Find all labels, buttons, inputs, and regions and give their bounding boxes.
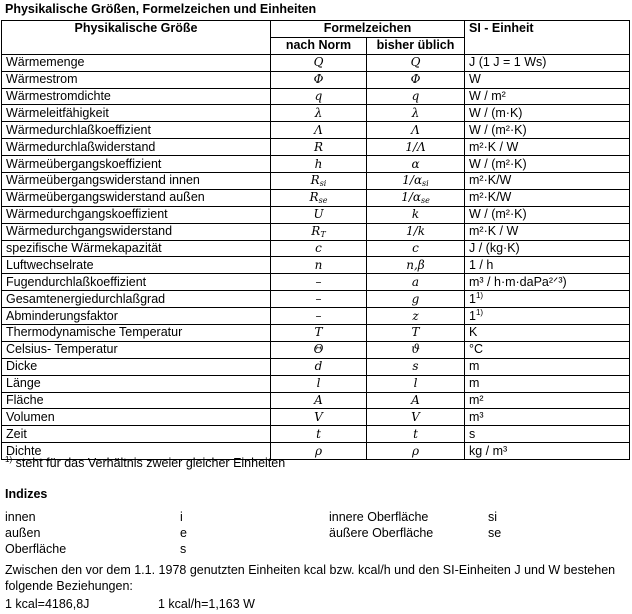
symbol-old-text: V — [411, 409, 420, 424]
symbol-norm — [271, 257, 367, 274]
quantity-name — [2, 274, 271, 291]
si-unit-text: W / (m·K) — [469, 105, 523, 120]
table-row — [2, 240, 630, 257]
table-row — [2, 88, 630, 105]
symbol-old-text: T — [411, 325, 420, 340]
symbol-norm — [271, 409, 367, 426]
symbol-norm-subscript: se — [318, 196, 328, 206]
si-unit-superscript: 1) — [475, 307, 484, 317]
si-unit — [465, 122, 630, 139]
index-row — [0, 526, 632, 542]
index-surface-symbol: si — [488, 510, 498, 524]
quantity-name — [2, 325, 271, 342]
footnote-mark: 1) — [5, 455, 13, 464]
page-title: Physikalische Größen, Formelzeichen und Einheiten — [5, 2, 317, 16]
symbol-norm-text: U — [313, 207, 324, 222]
table-row — [2, 54, 630, 71]
symbol-norm-text: q — [314, 89, 323, 103]
quantity-name-text: Wärmeübergangskoeffizient — [6, 156, 162, 171]
quantity-name — [2, 139, 271, 156]
si-unit-text: kg / m³ — [469, 443, 508, 458]
quantity-name-text: Gesamtenergiedurchlaßgrad — [6, 291, 166, 306]
symbol-norm-text: – — [315, 291, 322, 306]
symbol-old — [367, 325, 465, 342]
symbol-old-text: k — [411, 207, 420, 222]
quantity-name — [2, 88, 271, 105]
symbol-old-text: 1/k — [406, 224, 425, 239]
si-unit-text: 1 — [469, 308, 476, 323]
quantity-name — [2, 341, 271, 358]
symbol-old — [367, 206, 465, 223]
table-row — [2, 308, 630, 325]
symbol-old — [367, 173, 465, 190]
symbol-old-text: q — [411, 89, 420, 103]
symbol-old-text: a — [411, 274, 420, 289]
si-unit — [465, 223, 630, 240]
si-unit-text: 1 / h — [469, 257, 494, 272]
si-unit-superscript: 1) — [475, 290, 484, 300]
header-norm: nach Norm — [271, 37, 367, 54]
symbol-norm — [271, 206, 367, 223]
si-unit-text: m²·K / W — [469, 224, 519, 239]
quantity-name — [2, 426, 271, 443]
symbol-old — [367, 139, 465, 156]
index-surface-label: innere Oberfläche — [329, 510, 429, 524]
quantity-name — [2, 156, 271, 173]
symbol-norm-subscript: T — [320, 230, 326, 240]
table-row — [2, 325, 630, 342]
quantity-name — [2, 189, 271, 206]
quantity-name-text: Abminderungsfaktor — [6, 308, 118, 323]
symbol-norm — [271, 173, 367, 190]
symbol-norm — [271, 88, 367, 105]
si-unit — [465, 341, 630, 358]
symbol-norm — [271, 341, 367, 358]
symbol-old — [367, 308, 465, 325]
quantity-name-text: Luftwechselrate — [6, 257, 94, 272]
quantity-name — [2, 105, 271, 122]
table-row — [2, 392, 630, 409]
table-row — [2, 139, 630, 156]
symbol-old — [367, 409, 465, 426]
quantity-name-text: Wärmedurchlaßwiderstand — [6, 139, 156, 154]
table-row — [2, 122, 630, 139]
si-unit — [465, 71, 630, 88]
table-row — [2, 341, 630, 358]
symbol-norm — [271, 240, 367, 257]
symbol-old-text: 1/α — [401, 190, 421, 205]
symbol-norm — [271, 54, 367, 71]
quantity-name-text: Wärmeleitfähigkeit — [6, 105, 109, 120]
symbol-norm — [271, 189, 367, 206]
symbol-old-text: λ — [411, 105, 420, 120]
symbol-old-text: Φ — [410, 72, 421, 87]
symbol-norm — [271, 139, 367, 156]
quantity-name — [2, 206, 271, 223]
si-unit — [465, 105, 630, 122]
conversion-kcal-per-hour: 1 kcal/h=1,163 W — [158, 597, 255, 611]
table-row — [2, 206, 630, 223]
si-unit — [465, 392, 630, 409]
symbol-norm — [271, 71, 367, 88]
si-unit — [465, 308, 630, 325]
symbol-old-text: Q — [410, 55, 421, 70]
index-label: innen — [5, 510, 36, 524]
footnote — [5, 456, 285, 470]
table-row — [2, 409, 630, 426]
si-unit — [465, 274, 630, 291]
symbol-norm-text: n — [314, 257, 323, 272]
symbol-old-text: ρ — [411, 443, 420, 458]
quantity-name-text: Fläche — [6, 393, 44, 408]
symbol-old-text: Λ — [411, 122, 420, 137]
table-row — [2, 291, 630, 308]
symbol-old — [367, 443, 465, 460]
quantity-name-text: Dichte — [6, 443, 42, 458]
symbol-old-subscript: se — [420, 196, 430, 206]
si-unit — [465, 88, 630, 105]
si-unit — [465, 426, 630, 443]
table-row — [2, 223, 630, 240]
symbol-old — [367, 274, 465, 291]
symbol-old — [367, 291, 465, 308]
quantity-name-text: spezifische Wärmekapazität — [6, 241, 162, 256]
si-unit-text: J / (kg·K) — [469, 241, 520, 256]
symbol-norm — [271, 308, 367, 325]
symbol-old-text: ϑ — [411, 342, 420, 357]
si-unit-text: W / (m²·K) — [469, 122, 527, 137]
symbol-norm-text: t — [316, 426, 321, 441]
symbol-norm-text: A — [314, 393, 323, 408]
quantity-name — [2, 291, 271, 308]
si-unit — [465, 325, 630, 342]
si-unit-text: W / m² — [469, 89, 506, 103]
index-row — [0, 510, 632, 526]
si-unit-text: m²·K / W — [469, 139, 519, 154]
quantity-name — [2, 71, 271, 88]
header-symbol: Formelzeichen — [271, 21, 465, 38]
index-label: außen — [5, 526, 41, 540]
si-unit — [465, 358, 630, 375]
symbol-norm-text: R — [310, 173, 320, 188]
symbol-norm — [271, 105, 367, 122]
si-unit — [465, 156, 630, 173]
quantity-name-text: Volumen — [6, 409, 55, 424]
quantity-name — [2, 173, 271, 190]
index-symbol: i — [180, 510, 183, 524]
quantity-name — [2, 122, 271, 139]
symbol-old — [367, 156, 465, 173]
symbol-norm-text: λ — [314, 105, 323, 120]
index-surface-label: äußere Oberfläche — [329, 526, 434, 540]
si-unit-text: m³ — [469, 409, 484, 424]
table-row — [2, 156, 630, 173]
si-unit — [465, 173, 630, 190]
si-unit — [465, 240, 630, 257]
si-unit-text: W / (m²·K) — [469, 207, 527, 222]
quantity-name-text: Länge — [6, 376, 41, 391]
si-unit-text: °C — [469, 342, 484, 357]
si-unit-text: J (1 J = 1 Ws) — [469, 55, 547, 70]
si-unit — [465, 443, 630, 460]
symbol-norm-text: d — [314, 359, 323, 374]
symbol-old-text: g — [411, 291, 420, 306]
quantity-name-text: Wärmestromdichte — [6, 89, 111, 103]
symbol-old — [367, 223, 465, 240]
si-unit — [465, 257, 630, 274]
symbol-norm-text: c — [315, 241, 322, 256]
quantity-name — [2, 54, 271, 71]
symbol-norm — [271, 122, 367, 139]
si-unit-text: W — [469, 72, 481, 87]
table-row — [2, 274, 630, 291]
quantity-name-text: Wärmedurchlaßkoeffizient — [6, 122, 151, 137]
si-unit-text: m² — [469, 393, 484, 408]
symbol-old-text: 1/α — [402, 173, 423, 188]
si-unit — [465, 291, 630, 308]
symbol-norm-text: – — [315, 274, 322, 289]
si-unit — [465, 54, 630, 71]
symbol-norm — [271, 223, 367, 240]
symbol-norm-text: Φ — [313, 72, 324, 87]
quantity-name-text: Wärmedurchgangswiderstand — [6, 224, 173, 239]
quantity-name — [2, 409, 271, 426]
symbol-norm-text: ρ — [314, 443, 323, 458]
si-unit-text: m — [469, 376, 480, 391]
quantity-name — [2, 240, 271, 257]
symbol-old — [367, 189, 465, 206]
symbol-old-text: A — [411, 393, 420, 408]
table-row — [2, 71, 630, 88]
symbol-norm — [271, 274, 367, 291]
conversion-kcal: 1 kcal=4186,8J — [5, 597, 90, 611]
quantities-table — [1, 20, 630, 460]
symbol-old-text: z — [412, 308, 419, 323]
si-unit — [465, 189, 630, 206]
symbol-norm-subscript: si — [319, 179, 327, 189]
table-row — [2, 105, 630, 122]
symbol-old — [367, 71, 465, 88]
symbol-norm-text: T — [314, 325, 323, 340]
index-row — [0, 542, 632, 558]
table-row — [2, 358, 630, 375]
quantity-name — [2, 375, 271, 392]
symbol-old-text: s — [412, 359, 419, 374]
symbol-old-text: n,β — [406, 257, 425, 272]
table-row — [2, 257, 630, 274]
table-row — [2, 426, 630, 443]
conversion-note: Zwischen den vor dem 1.1. 1978 genutzten Einheiten kcal bzw. kcal/h und den SI-Einheiten J und W bestehen folgende Beziehungen: — [5, 563, 616, 593]
symbol-old — [367, 341, 465, 358]
symbol-norm-text: – — [315, 308, 322, 323]
symbol-old — [367, 392, 465, 409]
symbol-old — [367, 426, 465, 443]
symbol-norm — [271, 426, 367, 443]
si-unit-text: 1 — [469, 291, 476, 306]
quantity-name-text: Dicke — [6, 359, 38, 374]
si-unit — [465, 206, 630, 223]
si-unit-text: s — [469, 426, 476, 441]
quantity-name — [2, 308, 271, 325]
symbol-old — [367, 122, 465, 139]
quantity-name — [2, 257, 271, 274]
symbol-norm-text: R — [313, 139, 324, 154]
symbol-old — [367, 375, 465, 392]
symbol-old-subscript: si — [422, 179, 429, 189]
symbol-norm-text: Θ — [313, 342, 324, 357]
symbol-old-text: t — [413, 426, 418, 441]
symbol-norm-text: R — [311, 224, 321, 239]
quantity-name-text: Celsius- Temperatur — [6, 342, 118, 357]
quantity-name — [2, 223, 271, 240]
si-unit — [465, 139, 630, 156]
symbol-old — [367, 257, 465, 274]
quantity-name-text: Wärmeübergangswiderstand außen — [6, 190, 205, 205]
quantity-name — [2, 392, 271, 409]
symbol-norm — [271, 375, 367, 392]
quantity-name-text: Wärmedurchgangskoeffizient — [6, 207, 168, 222]
table-header-row — [2, 21, 630, 38]
quantity-name — [2, 358, 271, 375]
quantity-name-text: Wärmestrom — [6, 72, 78, 87]
si-unit-text: m — [469, 359, 480, 374]
symbol-norm — [271, 291, 367, 308]
header-si-unit: SI - Einheit — [465, 21, 630, 55]
quantity-name-text: Wärmeübergangswiderstand innen — [6, 173, 200, 188]
si-unit-text: K — [469, 325, 478, 340]
symbol-norm-text: V — [314, 409, 323, 424]
table-row — [2, 189, 630, 206]
symbol-norm-text: Q — [313, 55, 324, 70]
symbol-old-text: α — [411, 156, 420, 171]
symbol-norm-text: R — [309, 190, 319, 205]
quantity-name-text: Zeit — [6, 426, 27, 441]
symbol-old — [367, 54, 465, 71]
header-quantity: Physikalische Größe — [2, 21, 271, 55]
symbol-norm-text: h — [314, 156, 323, 171]
quantity-name-text: Fugendurchlaßkoeffizient — [6, 274, 147, 289]
symbol-norm — [271, 358, 367, 375]
symbol-old — [367, 358, 465, 375]
si-unit-text: W / (m²·K) — [469, 156, 527, 171]
index-label: Oberfläche — [5, 542, 67, 556]
symbol-norm-text: Λ — [314, 122, 323, 137]
si-unit — [465, 375, 630, 392]
symbol-norm — [271, 156, 367, 173]
symbol-old — [367, 88, 465, 105]
quantity-name-text: Wärmemenge — [6, 55, 85, 70]
table-row — [2, 173, 630, 190]
symbol-norm — [271, 392, 367, 409]
symbol-norm — [271, 325, 367, 342]
si-unit-text: m²·K/W — [469, 173, 512, 188]
index-symbol: e — [180, 526, 187, 540]
footnote-text: steht für das Verhältnis zweier gleicher Einheiten — [12, 456, 286, 470]
symbol-old — [367, 240, 465, 257]
index-symbol: s — [180, 542, 187, 556]
symbol-old — [367, 105, 465, 122]
quantity-name-text: Thermodynamische Temperatur — [6, 325, 183, 340]
si-unit-text: m²·K/W — [469, 190, 512, 205]
symbol-old-text: c — [412, 241, 419, 256]
symbol-old-text: l — [413, 376, 418, 391]
si-unit — [465, 409, 630, 426]
symbol-norm-text: l — [316, 376, 321, 391]
index-surface-symbol: se — [488, 526, 502, 540]
header-old: bisher üblich — [367, 37, 465, 54]
indizes-heading: Indizes — [5, 487, 48, 501]
symbol-old-text: 1/Λ — [405, 139, 426, 154]
si-unit-text: m³ / h·m·daPa²ᐟ³) — [469, 274, 567, 289]
table-row — [2, 375, 630, 392]
